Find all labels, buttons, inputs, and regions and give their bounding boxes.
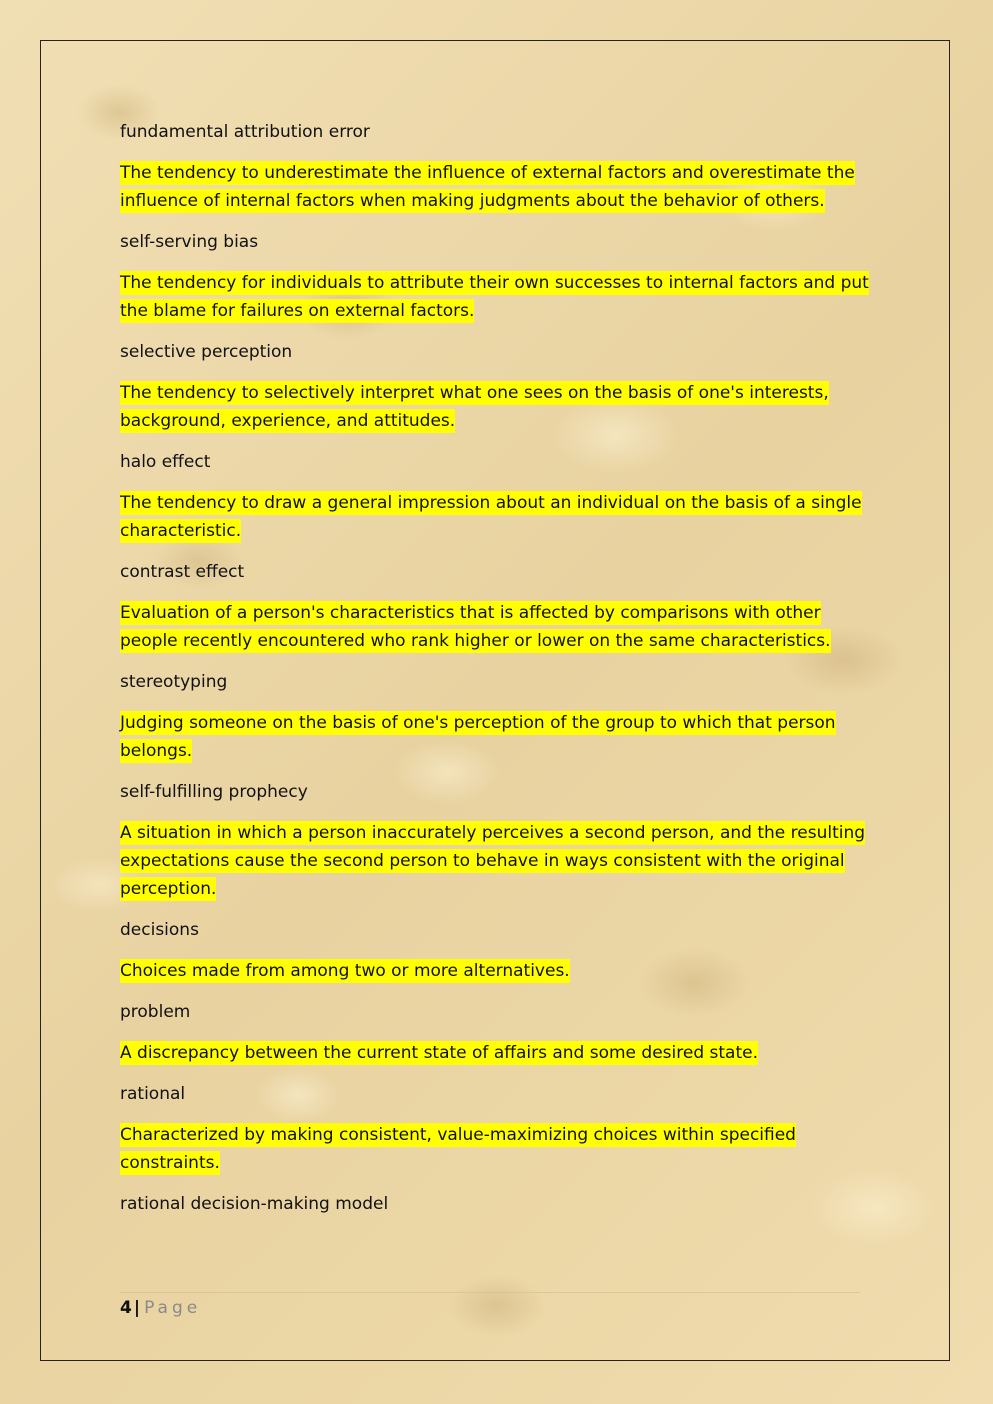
term: halo effect [120, 452, 211, 472]
glossary-entry [120, 558, 875, 655]
definition [120, 1039, 875, 1067]
glossary-entry [120, 338, 875, 435]
definition [120, 599, 875, 655]
footer-divider [120, 1292, 860, 1293]
highlighted-definition: A situation in which a person inaccurately perceives a second person, and the resulting expectations cause the second person to behave in ways consistent with the original perception. [120, 823, 866, 899]
definition [120, 159, 875, 215]
term: stereotyping [120, 672, 228, 692]
term: self-serving bias [120, 232, 259, 252]
highlighted-definition: Judging someone on the basis of one's perception of the group to which that person belongs. [120, 713, 836, 761]
highlighted-definition: The tendency to underestimate the influence of external factors and overestimate the influence of internal factors when making judgments about the behavior of others. [120, 163, 855, 211]
term: fundamental attribution error [120, 122, 370, 142]
definition [120, 1121, 875, 1177]
highlighted-definition: The tendency to draw a general impression about an individual on the basis of a single characteristic. [120, 493, 862, 541]
term: rational [120, 1084, 186, 1104]
page-footer [120, 1296, 201, 1320]
highlighted-definition: A discrepancy between the current state of affairs and some desired state. [120, 1043, 758, 1063]
definition [120, 269, 875, 325]
term: self-fulfilling prophecy [120, 782, 308, 802]
term: decisions [120, 920, 199, 940]
definition [120, 709, 875, 765]
page-number: 4 [120, 1298, 132, 1318]
glossary-entry [120, 778, 875, 903]
glossary-entry [120, 1080, 875, 1177]
glossary-entry [120, 1190, 875, 1218]
term: rational decision-making model [120, 1194, 389, 1214]
glossary-entry [120, 228, 875, 325]
glossary-entry [120, 118, 875, 215]
document-body [120, 118, 875, 1231]
highlighted-definition: Characterized by making consistent, value-maximizing choices within specified constraints. [120, 1125, 796, 1173]
highlighted-definition: Evaluation of a person's characteristics that is affected by comparisons with other people recently encountered who rank higher or lower on the same characteristics. [120, 603, 831, 651]
highlighted-definition: Choices made from among two or more alternatives. [120, 961, 570, 981]
definition [120, 379, 875, 435]
glossary-entry [120, 448, 875, 545]
definition [120, 957, 875, 985]
page-word: Page [144, 1298, 202, 1318]
term: contrast effect [120, 562, 245, 582]
glossary-entry [120, 998, 875, 1067]
term: selective perception [120, 342, 293, 362]
highlighted-definition: The tendency to selectively interpret what one sees on the basis of one's interests, background, experience, and attitudes. [120, 383, 829, 431]
definition [120, 489, 875, 545]
term: problem [120, 1002, 191, 1022]
glossary-entry [120, 668, 875, 765]
footer-separator: | [133, 1298, 141, 1318]
highlighted-definition: The tendency for individuals to attribute their own successes to internal factors and put the blame for failures on external factors. [120, 273, 869, 321]
glossary-entry [120, 916, 875, 985]
definition [120, 819, 875, 903]
